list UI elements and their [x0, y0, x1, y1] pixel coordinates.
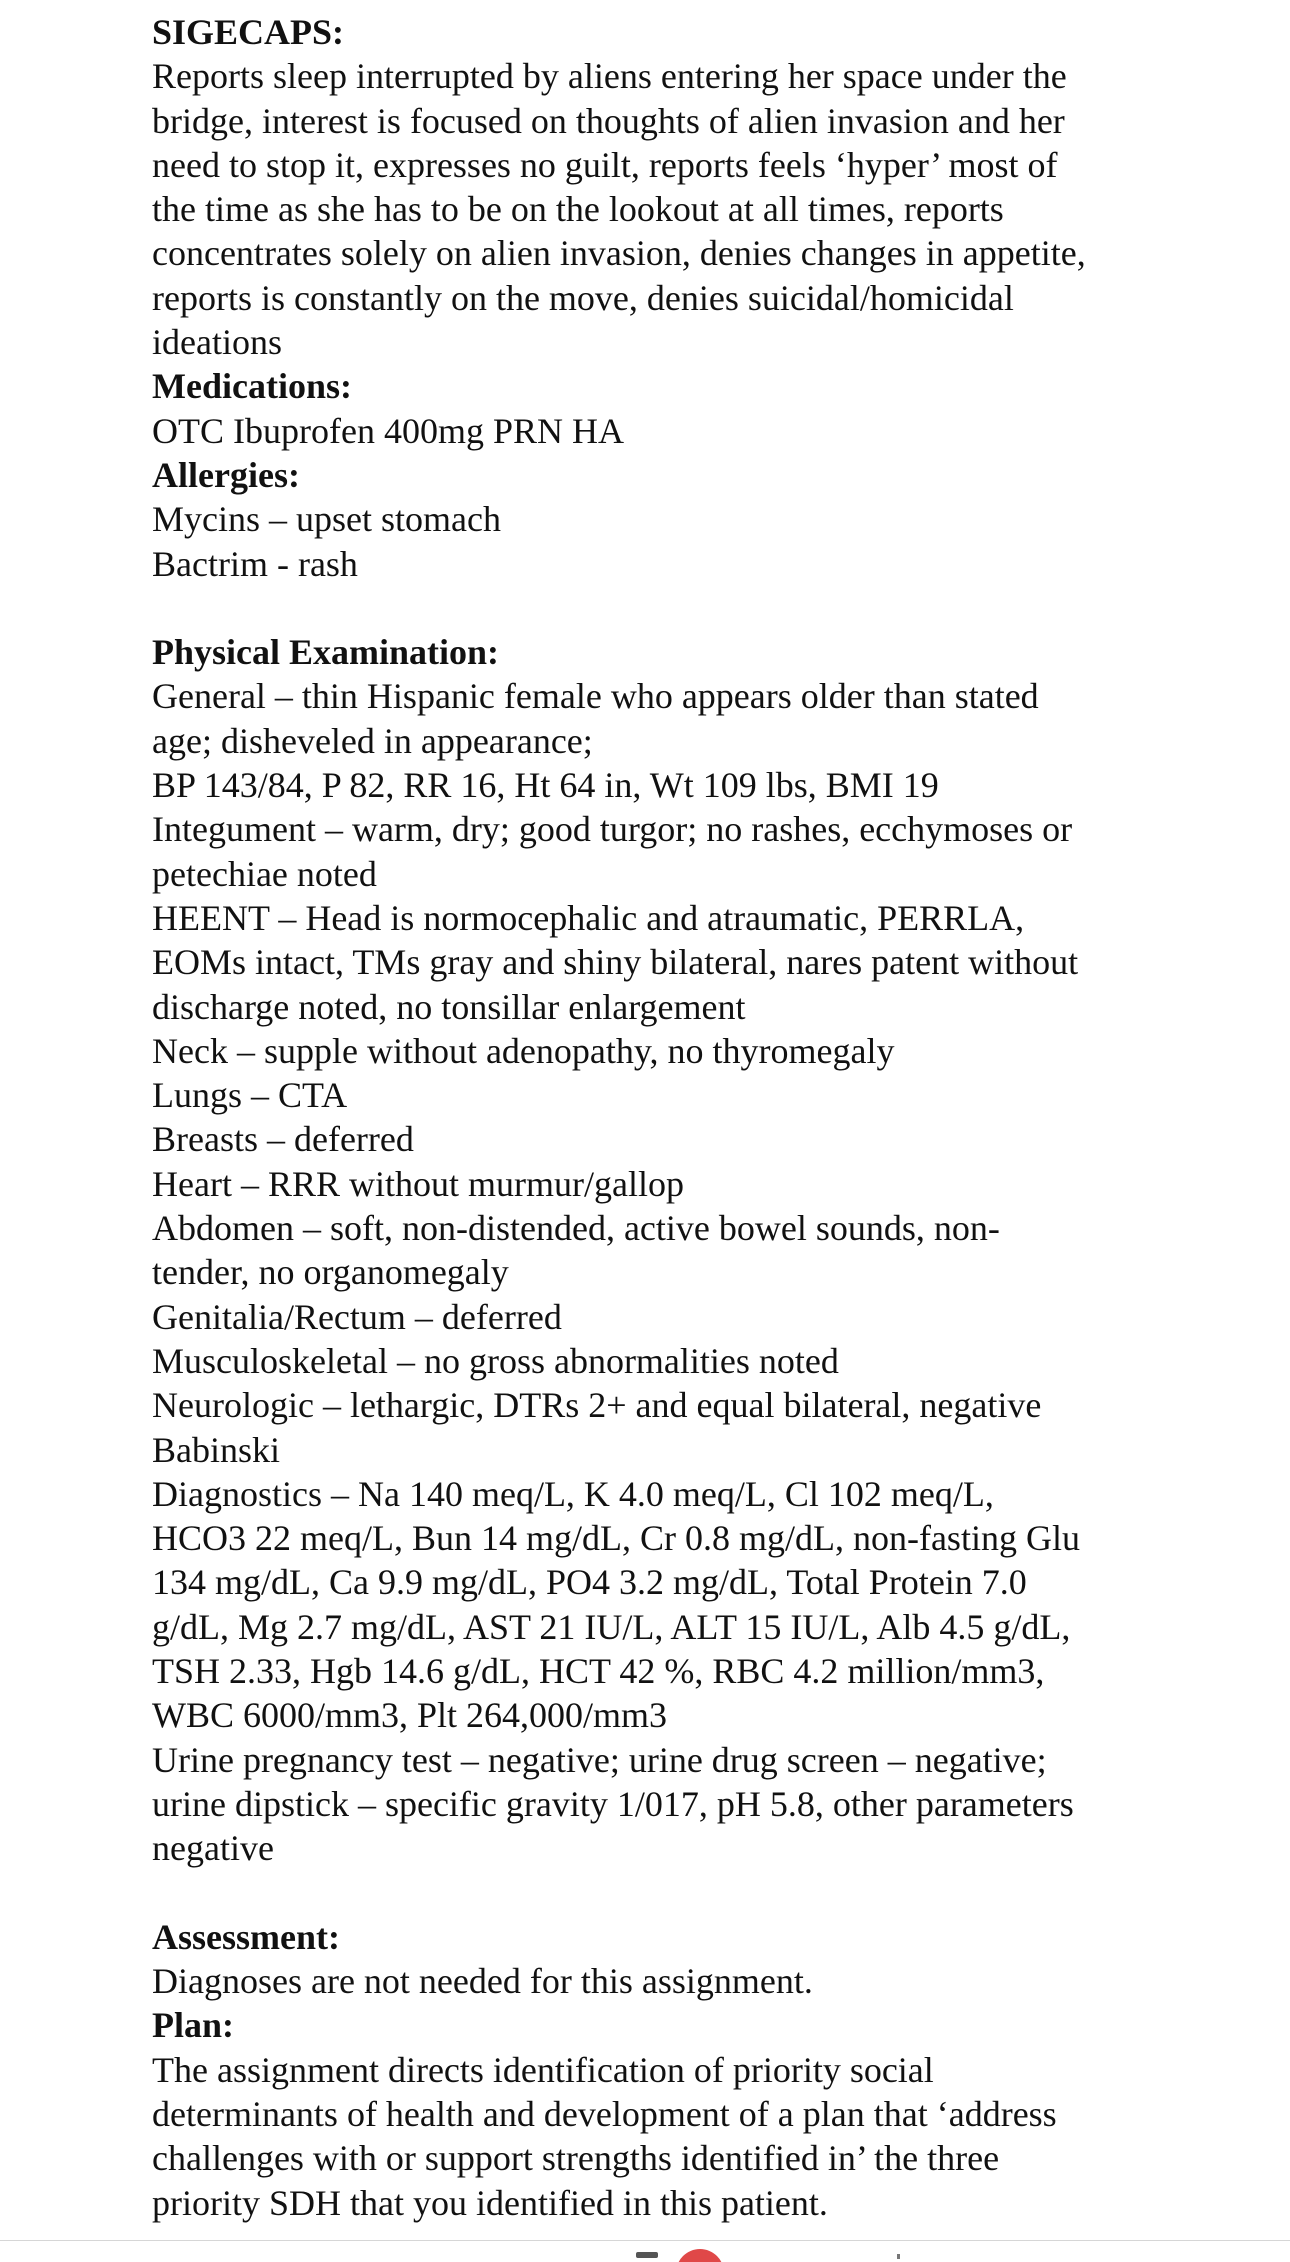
physical-exam-line: HEENT – Head is normocephalic and atraumatic, PERRLA,	[152, 897, 1025, 938]
physical-exam-line: Genitalia/Rectum – deferred	[152, 1296, 562, 1337]
physical-exam-line: Diagnostics – Na 140 meq/L, K 4.0 meq/L, Cl 102 meq/L,	[152, 1473, 994, 1514]
physical-exam-line: Abdomen – soft, non-distended, active bowel sounds, non-	[152, 1208, 1000, 1249]
toolbar-glyph-icon[interactable]	[636, 2252, 658, 2258]
document-page	[152, 10, 1272, 2225]
sigecaps-line: concentrates solely on alien invasion, denies changes in appetite,	[152, 233, 1086, 274]
plan-line: The assignment directs identification of priority social	[152, 2049, 934, 2090]
physical-exam-line: Neurologic – lethargic, DTRs 2+ and equal bilateral, negative	[152, 1385, 1042, 1426]
physical-exam-line: Urine pregnancy test – negative; urine drug screen – negative;	[152, 1739, 1047, 1780]
physical-exam-line: Heart – RRR without murmur/gallop	[152, 1163, 684, 1204]
physical-exam-line: Babinski	[152, 1429, 281, 1470]
physical-exam-line: g/dL, Mg 2.7 mg/dL, AST 21 IU/L, ALT 15 IU/L, Alb 4.5 g/dL,	[152, 1606, 1071, 1647]
physical-exam-line: Musculoskeletal – no gross abnormalities noted	[152, 1340, 839, 1381]
physical-exam-heading: Physical Examination:	[152, 632, 500, 673]
sigecaps-line: need to stop it, expresses no guilt, reports feels ‘hyper’ most of	[152, 144, 1058, 185]
physical-exam-line: urine dipstick – specific gravity 1/017, pH 5.8, other parameters	[152, 1783, 1074, 1824]
sigecaps-line: ideations	[152, 322, 282, 363]
plan-line: determinants of health and development of a plan that ‘address	[152, 2093, 1057, 2134]
physical-exam-line: Neck – supple without adenopathy, no thyromegaly	[152, 1030, 895, 1071]
assessment-heading: Assessment:	[152, 1916, 340, 1957]
physical-exam-line: Lungs – CTA	[152, 1075, 348, 1116]
medications-heading: Medications:	[152, 366, 352, 407]
allergies-line: Bactrim - rash	[152, 543, 358, 584]
record-button[interactable]	[676, 2249, 724, 2262]
paragraph-spacer	[152, 586, 1272, 630]
assessment-line: Diagnoses are not needed for this assignment.	[152, 1961, 813, 2002]
sigecaps-line: bridge, interest is focused on thoughts of alien invasion and her	[152, 100, 1065, 141]
physical-exam-line: negative	[152, 1828, 274, 1869]
physical-exam-line: tender, no organomegaly	[152, 1252, 509, 1293]
medications-line: OTC Ibuprofen 400mg PRN HA	[152, 410, 624, 451]
plan-heading: Plan:	[152, 2005, 235, 2046]
sigecaps-line: reports is constantly on the move, denies suicidal/homicidal	[152, 277, 1014, 318]
sigecaps-heading: SIGECAPS:	[152, 12, 345, 52]
allergies-heading: Allergies:	[152, 454, 300, 495]
physical-exam-line: HCO3 22 meq/L, Bun 14 mg/dL, Cr 0.8 mg/dL, non-fasting Glu	[152, 1518, 1080, 1559]
physical-exam-line: age; disheveled in appearance;	[152, 720, 593, 761]
plan-line: challenges with or support strengths identified in’ the three	[152, 2138, 1000, 2179]
paragraph-spacer	[152, 1870, 1272, 1914]
physical-exam-line: discharge noted, no tonsillar enlargement	[152, 986, 746, 1027]
toolbar-tick-icon	[897, 2254, 900, 2259]
physical-exam-line: General – thin Hispanic female who appears older than stated	[152, 676, 1039, 717]
allergies-line: Mycins – upset stomach	[152, 499, 501, 540]
plan-line: priority SDH that you identified in this patient.	[152, 2182, 828, 2223]
sigecaps-line: the time as she has to be on the lookout at all times, reports	[152, 189, 1004, 230]
physical-exam-line: EOMs intact, TMs gray and shiny bilateral, nares patent without	[152, 942, 1079, 983]
physical-exam-line: 134 mg/dL, Ca 9.9 mg/dL, PO4 3.2 mg/dL, Total Protein 7.0	[152, 1562, 1027, 1603]
physical-exam-line: TSH 2.33, Hgb 14.6 g/dL, HCT 42 %, RBC 4.2 million/mm3,	[152, 1650, 1045, 1691]
physical-exam-line: BP 143/84, P 82, RR 16, Ht 64 in, Wt 109 lbs, BMI 19	[152, 765, 939, 806]
physical-exam-line: Breasts – deferred	[152, 1119, 414, 1160]
physical-exam-line: petechiae noted	[152, 853, 377, 894]
sigecaps-line: Reports sleep interrupted by aliens entering her space under the	[152, 56, 1067, 97]
physical-exam-line: Integument – warm, dry; good turgor; no rashes, ecchymoses or	[152, 809, 1073, 850]
bottom-toolbar	[0, 2240, 1290, 2262]
physical-exam-line: WBC 6000/mm3, Plt 264,000/mm3	[152, 1695, 668, 1736]
